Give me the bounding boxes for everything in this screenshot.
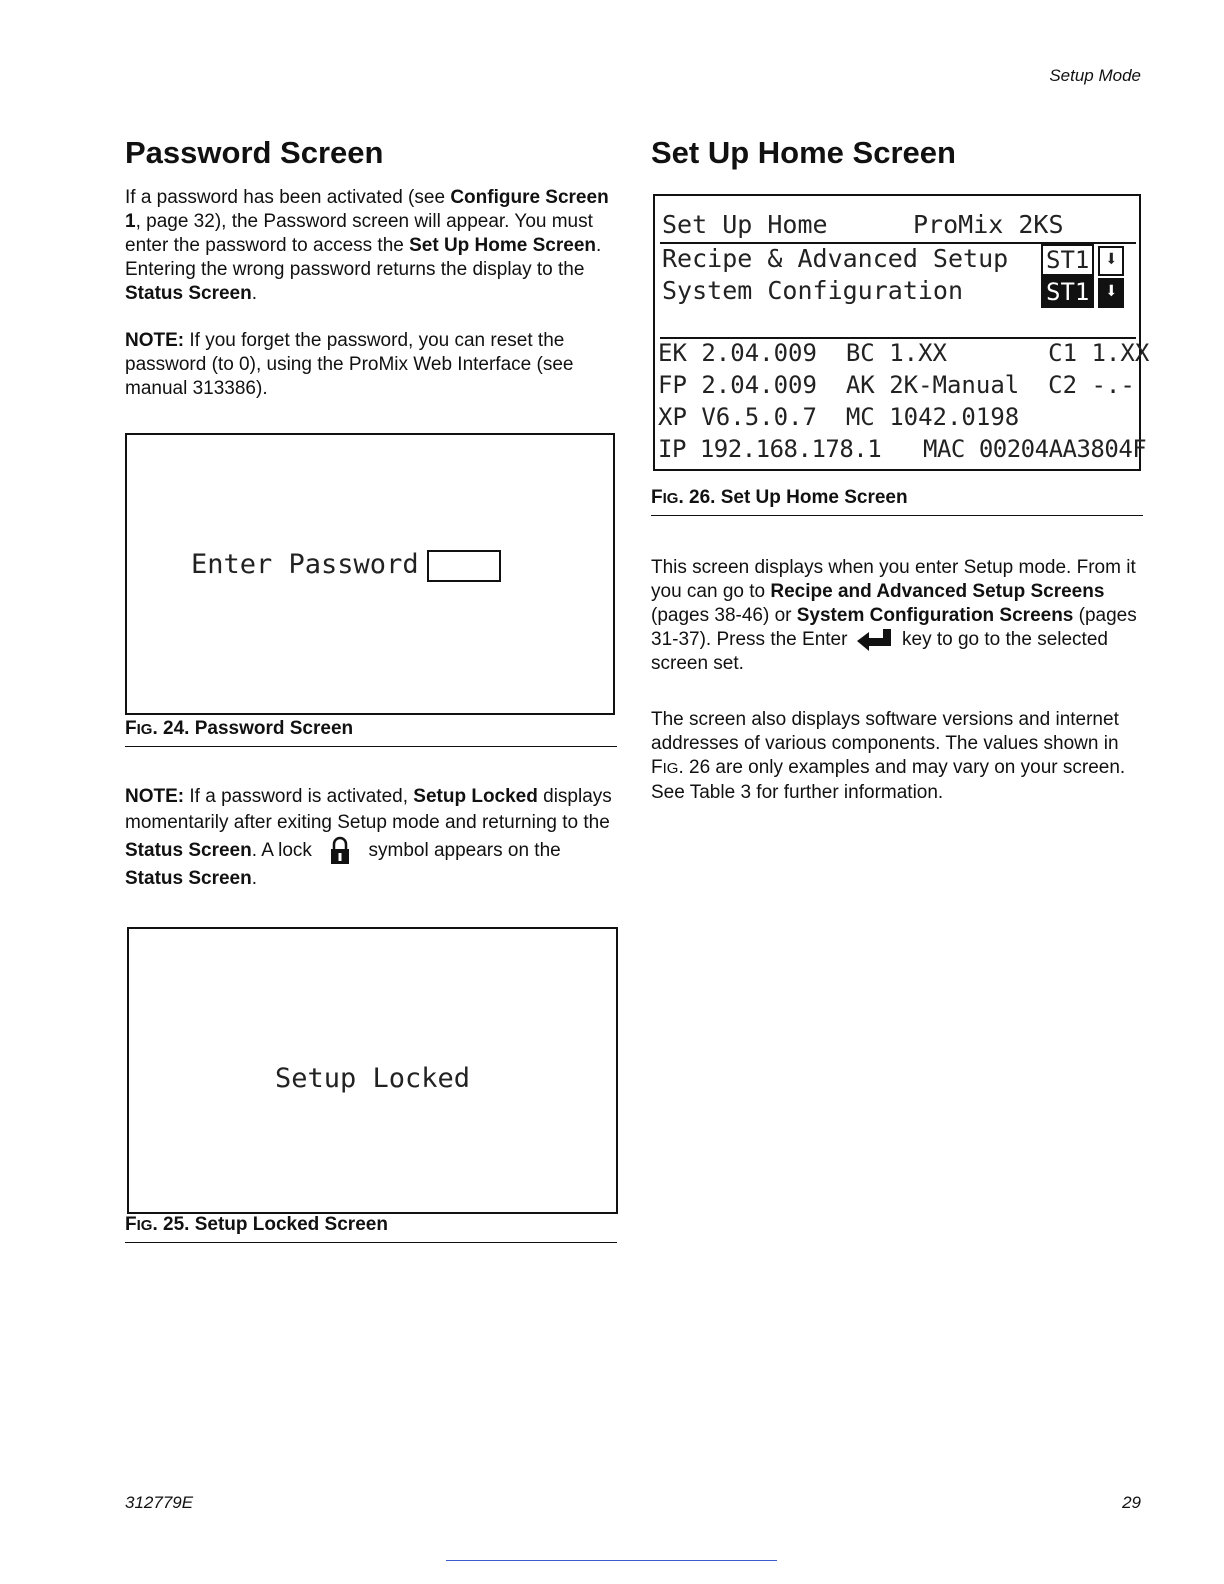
lcd-title-right: ProMix 2KS bbox=[913, 210, 1064, 239]
software-versions-paragraph: The screen also displays software versions and internet addresses of various components. The values shown in FIG. 26 are only examples and may vary on your screen. See Table 3 for further information. bbox=[651, 709, 1126, 803]
lcd-version-row-3: XP V6.5.0.7 MC 1042.0198 bbox=[658, 403, 1020, 431]
down-arrow-icon: ⬇ bbox=[1098, 278, 1124, 308]
lcd-menu-recipe-tag bbox=[1041, 246, 1124, 276]
document-number: 312779E bbox=[125, 1493, 194, 1512]
password-intro-paragraph: If a password has been activated (see Configure Screen 1, page 32), the Password screen will appear. You must enter the password to access the Set Up Home Screen. Entering the wrong password returns the display to the Status Screen. bbox=[125, 187, 609, 304]
setup-home-figure bbox=[653, 194, 1150, 471]
setup-locked-text: Setup Locked bbox=[274, 1063, 471, 1094]
st1-tag: ST1 bbox=[1041, 244, 1094, 276]
page-number: 29 bbox=[1122, 1493, 1141, 1512]
password-screen-figure bbox=[125, 433, 615, 715]
fig24-caption: FIG. 24. Password Screen bbox=[125, 718, 617, 747]
setup-home-heading: Set Up Home Screen bbox=[651, 135, 956, 170]
fig25-caption: FIG. 25. Setup Locked Screen bbox=[125, 1214, 617, 1243]
lcd-menu-recipe: Recipe & Advanced Setup bbox=[662, 244, 1009, 273]
down-arrow-icon: ⬇ bbox=[1098, 246, 1124, 276]
lcd-menu-system-tag bbox=[1041, 278, 1124, 308]
lcd-menu-system: System Configuration bbox=[662, 276, 964, 305]
footer-link-rule bbox=[446, 1560, 777, 1561]
lock-icon bbox=[329, 836, 351, 866]
password-entry-box bbox=[427, 550, 501, 582]
fig26-caption: FIG. 26. Set Up Home Screen bbox=[651, 487, 1143, 516]
lcd-version-row-2: FP 2.04.009 AK 2K-Manual C2 -.- bbox=[658, 371, 1135, 399]
lcd-version-row-1: EK 2.04.009 BC 1.XX C1 1.XX bbox=[658, 339, 1150, 367]
enter-key-icon bbox=[857, 629, 893, 651]
running-header: Setup Mode bbox=[1049, 66, 1141, 85]
lcd-version-row-4: IP 192.168.178.1 MAC 00204AA3804F bbox=[658, 435, 1147, 463]
setup-locked-figure bbox=[127, 927, 618, 1214]
st1-tag-selected: ST1 bbox=[1041, 276, 1094, 308]
enter-password-label: Enter Password bbox=[191, 549, 419, 580]
setup-home-description: This screen displays when you enter Setup mode. From it you can go to Recipe and Advanced Setup Screens (pages 38-46) or System Configuration Screens (pages 31-37). Press the Enter key to go to the selected screen set. bbox=[651, 557, 1137, 674]
password-screen-heading: Password Screen bbox=[125, 135, 384, 170]
enter-password-row bbox=[191, 549, 501, 582]
lcd-title-left: Set Up Home bbox=[662, 210, 828, 239]
note-forgot-password: NOTE: If you forget the password, you can reset the password (to 0), using the ProMix Web Interface (see manual 313386). bbox=[125, 330, 574, 399]
note-setup-locked: NOTE: If a password is activated, Setup Locked displays momentarily after exiting Setup mode and returning to the Status Screen. A lock symbol appears on the Status Screen. bbox=[125, 786, 612, 889]
